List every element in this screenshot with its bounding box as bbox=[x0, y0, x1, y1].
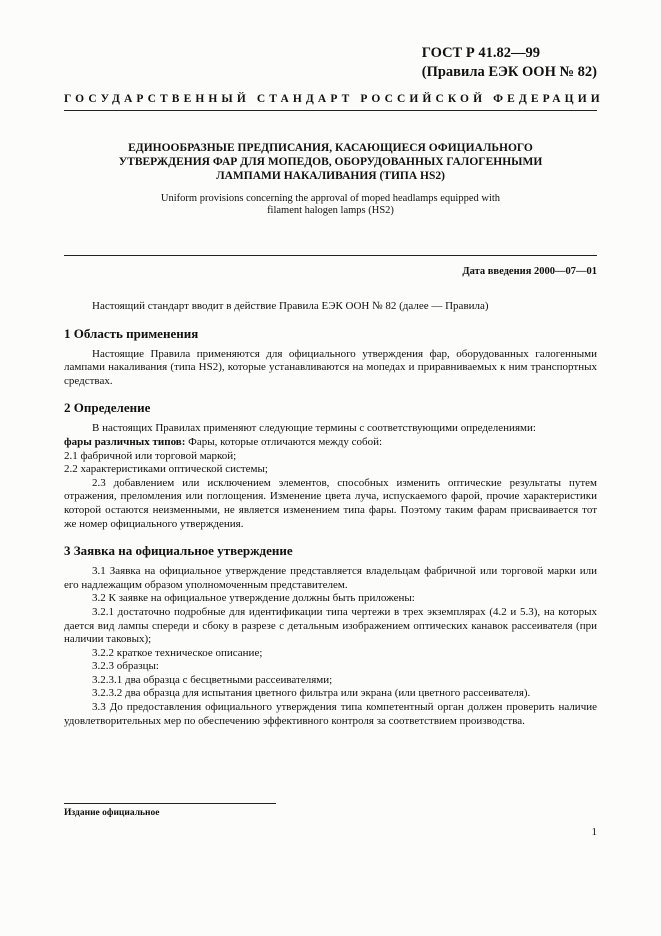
section-2-heading: 2 Определение bbox=[64, 400, 151, 416]
section-3-heading: 3 Заявка на официальное утверждение bbox=[64, 543, 293, 559]
document-body bbox=[64, 300, 597, 728]
title-line-3: ЛАМПАМИ НАКАЛИВАНИЯ (ТИПА HS2) bbox=[216, 170, 445, 182]
item-3-1: 3.1 Заявка на официальное утверждение представляется владельцам фабричной или торговой марки или его надлежащим образом уполномоченным представителем. bbox=[64, 565, 597, 591]
item-2-3: 2.3 добавлением или исключением элементов, способных изменить оптические результаты путем отражения, преломления или поглощения. Изменение цвета луча, испускаемого фарой, прочие характеристики которой остаются неизменными, не является изменением типа фары. Поэтому таким фарам присваивается тот же номер официального утверждения. bbox=[64, 476, 597, 530]
page-number: 1 bbox=[591, 826, 597, 838]
ece-rules-number: (Правила ЕЭК ООН № 82) bbox=[421, 64, 597, 80]
state-standard-line: ГОСУДАРСТВЕННЫЙ СТАНДАРТ РОССИЙСКОЙ ФЕДЕРАЦИИ bbox=[64, 93, 604, 105]
section-1-text: Настоящие Правила применяются для официального утверждения фар, оборудованных галогенными лампами накаливания (типа HS2), которые устанавливаются на мопедах и приравниваемых к ним транспортных средствах. bbox=[64, 347, 597, 387]
section-1-heading: 1 Область применения bbox=[64, 325, 199, 341]
title-line-2: УТВЕРЖДЕНИЯ ФАР ДЛЯ МОПЕДОВ, ОБОРУДОВАННЫХ ГАЛОГЕННЫМИ bbox=[118, 156, 543, 168]
item-3-2: 3.2 К заявке на официальное утверждение должны быть приложены: bbox=[92, 592, 415, 605]
item-3-2-3-1: 3.2.3.1 два образца с бесцветными рассеивателями; bbox=[92, 673, 333, 686]
item-3-3: 3.3 До предоставления официального утверждения типа компетентный орган должен проверить наличие удовлетворительных мер по обеспечению эффективного контроля за соответствием производства. bbox=[64, 701, 597, 727]
item-2-2: 2.2 характеристиками оптической системы; bbox=[64, 463, 268, 476]
term-label: фары различных типов: bbox=[64, 435, 186, 448]
english-title-line-2: filament halogen lamps (HS2) bbox=[267, 205, 394, 216]
section-2-intro: В настоящих Правилах применяют следующие термины с соответствующими определениями: bbox=[92, 422, 536, 435]
gost-header bbox=[422, 44, 597, 82]
section-2-term bbox=[64, 436, 597, 450]
introduction-date: Дата введения 2000—07—01 bbox=[462, 266, 597, 277]
title-line-1: ЕДИНООБРАЗНЫЕ ПРЕДПИСАНИЯ, КАСАЮЩИЕСЯ ОФИЦИАЛЬНОГО bbox=[128, 142, 533, 154]
gost-number: ГОСТ Р 41.82—99 bbox=[421, 45, 540, 61]
item-3-2-3: 3.2.3 образцы: bbox=[92, 660, 159, 673]
middle-divider bbox=[64, 255, 597, 256]
intro-paragraph: Настоящий стандарт вводит в действие Правила ЕЭК ООН № 82 (далее — Правила) bbox=[92, 300, 489, 312]
document-title bbox=[80, 141, 581, 183]
top-divider bbox=[64, 110, 597, 111]
item-3-2-2: 3.2.2 краткое техническое описание; bbox=[92, 646, 263, 659]
item-3-2-3-2: 3.2.3.2 два образца для испытания цветного фильтра или экрана (или цветного рассеивателя). bbox=[92, 687, 531, 700]
item-3-2-1: 3.2.1 достаточно подробные для идентификации типа чертежи в трех экземплярах (4.2 и 5.3), на которых дается вид лампы спереди и сбоку в разрезе с детальным изображением оптических канавок рассеивателя (при наличии таковых); bbox=[64, 605, 597, 646]
english-title-line-1: Uniform provisions concerning the approval of moped headlamps equipped with bbox=[160, 193, 501, 204]
footer-divider bbox=[64, 803, 276, 804]
english-title bbox=[110, 193, 551, 217]
term-definition: Фары, которые отличаются между собой: bbox=[185, 435, 383, 448]
item-2-1: 2.1 фабричной или торговой маркой; bbox=[64, 449, 237, 462]
official-edition-label: Издание официальное bbox=[64, 808, 160, 818]
